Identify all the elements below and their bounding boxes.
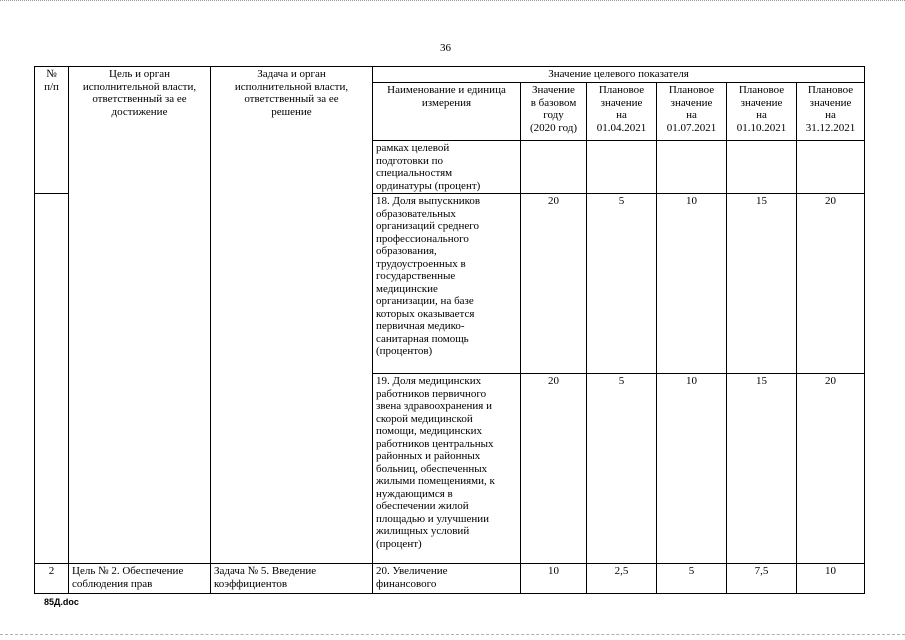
header-col-q1: Плановое значение на 01.04.2021: [587, 83, 657, 141]
scan-edge-bottom: [0, 634, 905, 637]
q2-value: 10: [657, 374, 727, 564]
table-row: [35, 564, 865, 594]
q2-value: 10: [657, 194, 727, 374]
indicator-cell: рамках целевой подготовки по специальностям ординатуры (процент): [373, 141, 521, 194]
row-number: 2: [35, 564, 69, 594]
q4-value: [797, 141, 865, 194]
scan-edge-top: [0, 0, 905, 3]
q3-value: 15: [727, 374, 797, 564]
q3-value: 7,5: [727, 564, 797, 594]
q4-value: 20: [797, 194, 865, 374]
q4-value: 10: [797, 564, 865, 594]
document-filename: 85Д.doc: [44, 597, 79, 607]
goal-cell: Цель № 2. Обеспечение соблюдения прав: [69, 564, 211, 594]
header-col-num: № п/п: [35, 67, 69, 194]
num-cell-empty: [35, 194, 69, 564]
indicator-cell: 20. Увеличение финансового: [373, 564, 521, 594]
task-cell: Задача № 5. Введение коэффициентов: [211, 564, 373, 594]
header-col-name: Наименование и единица измерения: [373, 83, 521, 141]
header-col-goal: Цель и орган исполнительной власти, ответственный за ее достижение: [69, 67, 211, 564]
q1-value: 5: [587, 194, 657, 374]
base-value: 10: [521, 564, 587, 594]
header-col-base: Значение в базовом году (2020 год): [521, 83, 587, 141]
q4-value: 20: [797, 374, 865, 564]
target-indicators-table: [34, 66, 865, 594]
page-number: 36: [440, 42, 451, 54]
header-col-q2: Плановое значение на 01.07.2021: [657, 83, 727, 141]
header-row-top: [35, 67, 865, 83]
header-col-q3: Плановое значение на 01.10.2021: [727, 83, 797, 141]
q2-value: 5: [657, 564, 727, 594]
q1-value: 5: [587, 374, 657, 564]
indicator-cell: 18. Доля выпускников образовательных организаций среднего профессионального образования, трудоустроенных в государственные медицинские организации, на базе которых оказывается первичная медико- санитарная помощь (процентов): [373, 194, 521, 374]
q3-value: 15: [727, 194, 797, 374]
base-value: 20: [521, 194, 587, 374]
indicator-cell: 19. Доля медицинских работников первичного звена здравоохранения и скорой медицинской помощи, медицинских работников центральных районных и районных больниц, обеспеченных жилыми помещениями, к нуждающимся в обеспечении жилой площадью и улучшении жилищных условий (процент): [373, 374, 521, 564]
header-target-group: Значение целевого показателя: [373, 67, 865, 83]
header-col-task: Задача и орган исполнительной власти, ответственный за ее решение: [211, 67, 373, 564]
header-col-q4: Плановое значение на 31.12.2021: [797, 83, 865, 141]
q3-value: [727, 141, 797, 194]
q1-value: [587, 141, 657, 194]
q1-value: 2,5: [587, 564, 657, 594]
base-value: [521, 141, 587, 194]
q2-value: [657, 141, 727, 194]
base-value: 20: [521, 374, 587, 564]
